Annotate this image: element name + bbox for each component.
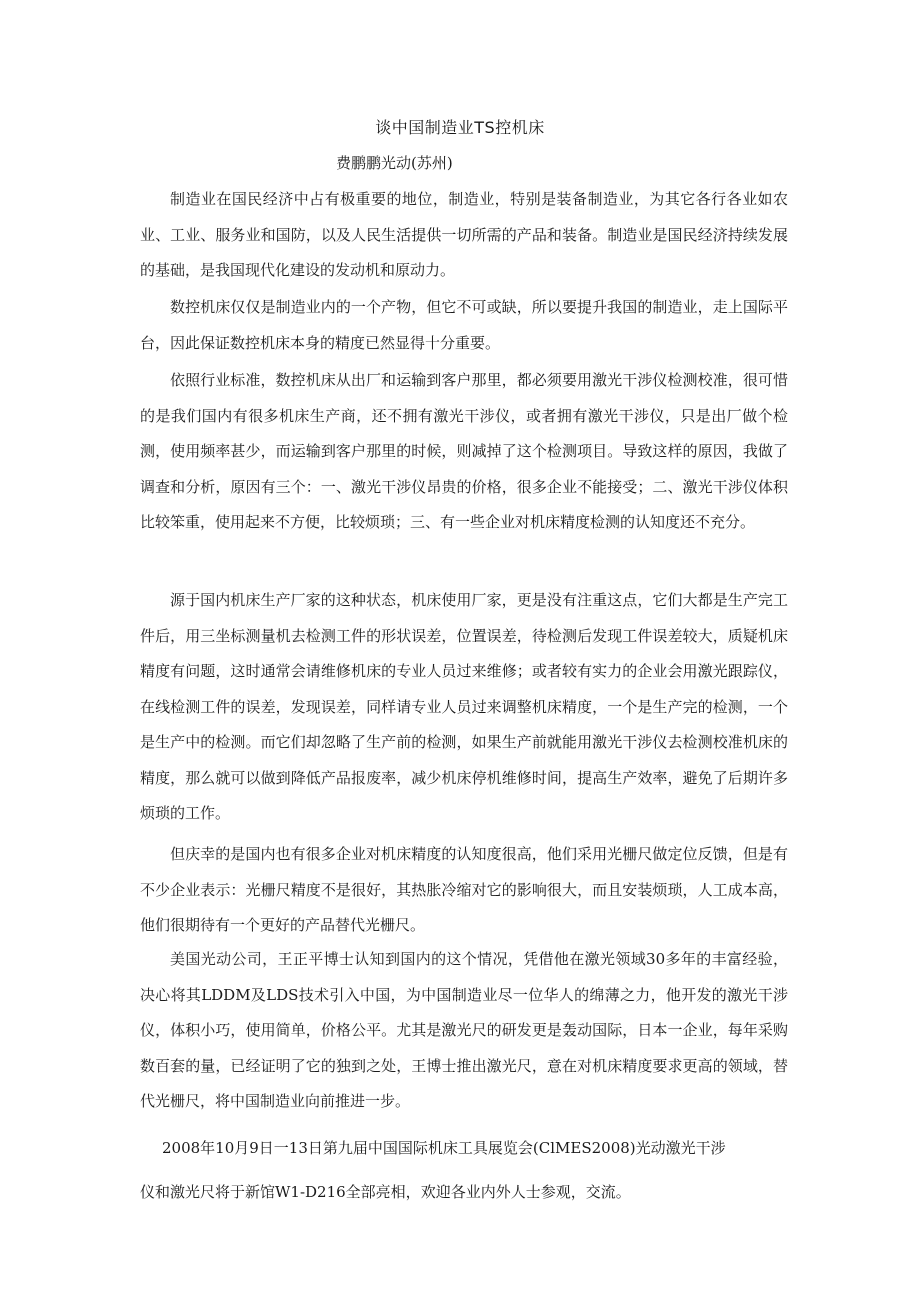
closing-line-1: 2008年10月9日一13日第九届中国国际机床工具展览会(ClMES2008)光动激光干涉 xyxy=(162,1139,726,1157)
paragraph-4 xyxy=(140,583,788,832)
closing-line-2: 仪和激光尺将于新馆W1-D216全部亮相，欢迎各业内外人士参观，交流。 xyxy=(140,1183,631,1201)
paragraph-text: 依照行业标准，数控机床从出厂和运输到客户那里，都必须要用激光干涉仪检测校准，很可惜的是我们国内有很多机床生产商，还不拥有激光干涉仪，或者拥有激光干涉仪，只是出厂做个检测，使用频率甚少，而运输到客户那里的时候，则减掉了这个检测项目。导致这样的原因，我做了调查和分析，原因有三个：一、激光干涉仪昂贵的价格，很多企业不能接受；二、激光干涉仪体积比较笨重，使用起来不方便，比较烦琐；三、有一些企业对机床精度检测的认知度还不充分。 xyxy=(140,371,788,531)
closing-paragraph xyxy=(140,1126,788,1214)
paragraph-5 xyxy=(140,837,788,944)
paragraph-text: 数控机床仅仅是制造业内的一个产物，但它不可或缺，所以要提升我国的制造业，走上国际平台，因此保证数控机床本身的精度已然显得十分重要。 xyxy=(140,298,788,352)
document-title: 谈中国制造业TS控机床 xyxy=(375,118,545,137)
paragraph-text: 源于国内机床生产厂家的这种状态，机床使用厂家，更是没有注重这点，它们大都是生产完工件后，用三坐标测量机去检测工件的形状误差，位置误差，待检测后发现工件误差较大，质疑机床精度有问题，这时通常会请维修机床的专业人员过来维修；或者较有实力的企业会用激光跟踪仪，在线检测工件的误差，发现误差，同样请专业人员过来调整机床精度，一个是生产完的检测，一个是生产中的检测。而它们却忽略了生产前的检测，如果生产前就能用激光干涉仪去检测校准机床的精度，那么就可以做到降低产品报废率，减少机床停机维修时间，提高生产效率，避免了后期许多烦琐的工作。 xyxy=(140,591,788,822)
paragraph-text: 美国光动公司，王正平博士认知到国内的这个情况，凭借他在激光领域30多年的丰富经验，决心将其LDDM及LDS技术引入中国，为中国制造业尽一位华人的绵薄之力，他开发的激光干涉仪，体积小巧，使用简单，价格公平。尤其是激光尺的研发更是轰动国际，日本一企业，每年采购数百套的量，已经证明了它的独到之处，王博士推出激光尺，意在对机床精度要求更高的领域，替代光栅尺，将中国制造业向前推进一步。 xyxy=(140,950,788,1110)
paragraph-2 xyxy=(140,290,788,361)
paragraph-6 xyxy=(140,942,788,1120)
paragraph-3 xyxy=(140,363,788,541)
paragraph-1 xyxy=(140,182,788,289)
paragraph-text: 制造业在国民经济中占有极重要的地位，制造业，特别是装备制造业，为其它各行各业如农业、工业、服务业和国防，以及人民生活提供一切所需的产品和装备。制造业是国民经济持续发展的基础，是我国现代化建设的发动机和原动力。 xyxy=(140,190,788,279)
paragraph-text: 但庆幸的是国内也有很多企业对机床精度的认知度很高，他们采用光栅尺做定位反馈，但是有不少企业表示：光栅尺精度不是很好，其热胀冷缩对它的影响很大，而且安装烦琐，人工成本高，他们很期待有一个更好的产品替代光栅尺。 xyxy=(140,845,788,934)
document-author: 费鹏鹏光动(苏州) xyxy=(336,154,453,172)
